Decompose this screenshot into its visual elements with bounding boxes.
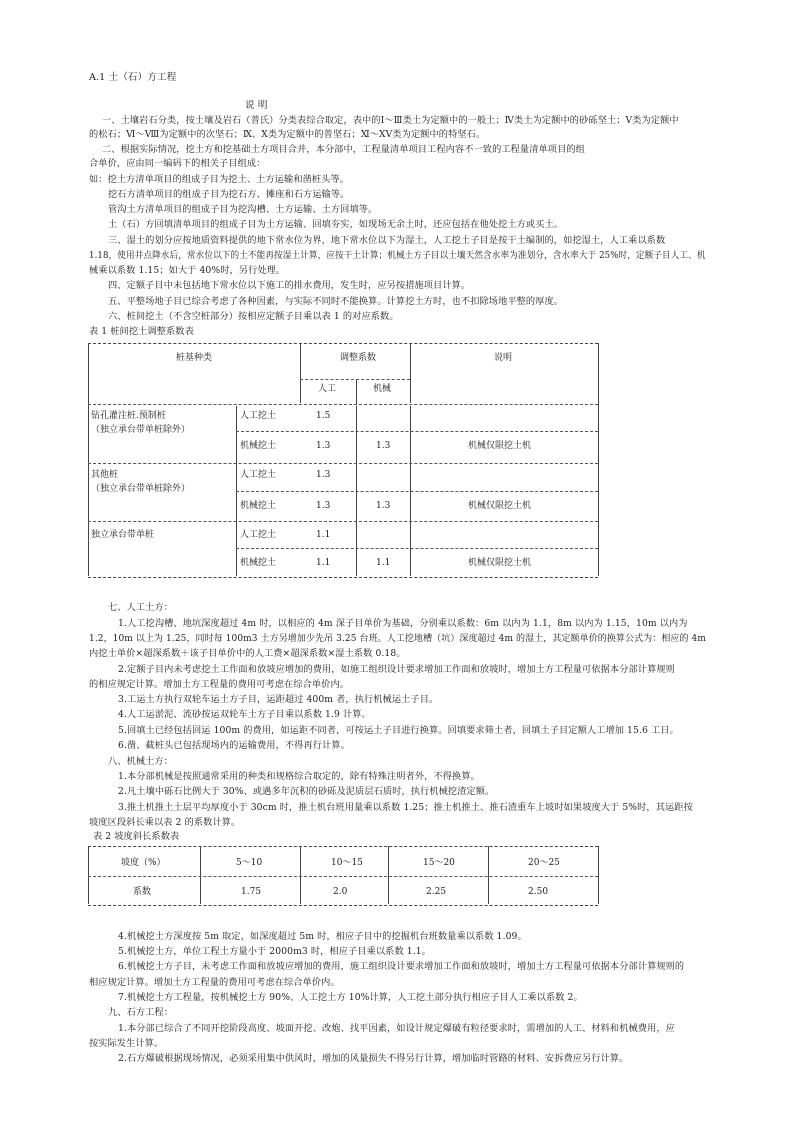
intro-line: 土（石）方回填清单项目的组成子目为土方运输、回填夯实，如现场无余土时，还应包括在他处挖土方或买土。: [108, 219, 564, 230]
table2-caption: 表 2 坡度斜长系数表: [93, 831, 180, 842]
method-cell: 人工挖土: [240, 530, 277, 540]
table1-divider: [300, 343, 301, 403]
method-cell: 机械挖土: [240, 558, 277, 568]
explain-title: 说 明: [245, 100, 268, 111]
coef-label: 系数: [133, 887, 152, 897]
section7-line: 5.回填土已经包括回运 100m 的费用，如运距不同者，可按运土子目进行换算。回填要求筛土者，回填土子目定额人工增加 15.6 工日。: [118, 725, 679, 736]
body-line: 7.机械挖土方工程量，按机械挖土方 90%、人工挖土方 10%计算，人工挖土部分执行相应子目人工乘以系数 2。: [118, 992, 583, 1003]
coef-value: 2.50: [528, 887, 549, 897]
intro-line: 六、桩间挖土（不含空桩部分）按相应定额子目乘以表 1 的对应系数。: [108, 311, 399, 322]
intro-line: 1.18，使用井点降水后，常水位以下的土不能再按湿土计算，应按干土计算；机械土方子目以土壤天然含水率为准划分，含水率大于 25%时，定额子目人工、机: [89, 250, 706, 261]
header-pile-type: 桩基种类: [176, 353, 213, 363]
section7-line: 3.推土机推土土层平均厚度小于 30cm 时，推土机台班用量乘以系数 1.25；推土机推土、推石渣重车上坡时如果坡度大于 5%时，其运距按: [118, 802, 693, 813]
section-heading: A.1 土（石）方工程: [89, 72, 177, 83]
table1-rule: [300, 379, 410, 380]
section7-line: 坡度区段斜长乘以表 2 的系数计算。: [89, 817, 241, 828]
section7-line: 1.人工挖沟槽、地坑深度超过 4m 时，以相应的 4m 深子目单价为基础，分别乘以系数：6m 以内为 1.1，8m 以内为 1.15，10m 以内为: [118, 618, 688, 629]
intro-line: 五、平整场地子目已综合考虑了各种因素，与实际不同时不能换算。计算挖土方时，也不扣除场地平整的厚度。: [108, 296, 564, 307]
intro-line: 管沟土方清单项目的组成子目为挖沟槽、土方运输、土方回填等。: [108, 204, 378, 215]
table1-rule: [236, 548, 598, 549]
pile-type-note: （独立承台带单桩除外）: [91, 425, 191, 435]
table1-rule: [236, 491, 598, 492]
intro-line: 三、湿土的划分应按地质资料提供的地下常水位为界，地下常水位以下为湿土，人工挖土子目是按干土编制的，如挖湿土，人工乘以系数: [108, 235, 666, 246]
note-cell: 机械仅限挖土机: [468, 501, 532, 511]
intro-line: 如：挖土方清单项目的组成子目为挖土、土方运输和凿桩头等。: [89, 174, 350, 185]
table1-border: [598, 343, 599, 576]
note-cell: 机械仅限挖土机: [468, 441, 532, 451]
body-line: 2.石方爆破根据现场情况，必须采用集中供风时，增加的风量损失不得另行计算，增加临时管路的材料、安拆费应另行计算。: [118, 1053, 629, 1064]
section7-line: 七、人工土方：: [108, 602, 174, 613]
intro-line: 二、根据实际情况，挖土方和挖基础土方项目合并，本分部中，工程量清单项目工程内容不一致的工程量清单项目的组: [102, 144, 585, 155]
machine-coef: 1.1: [376, 558, 391, 568]
intro-line: 合单价，应由同一编码下的相关子目组成：: [89, 158, 266, 169]
slope-range: 5～10: [236, 858, 263, 868]
table1-border: [88, 343, 89, 576]
pile-type-name: 独立承台带单桩: [91, 530, 155, 540]
labor-coef: 1.3: [316, 501, 331, 511]
pile-type-note: （独立承台带单桩除外）: [91, 484, 191, 494]
machine-coef: 1.3: [376, 441, 391, 451]
slope-range: 20～25: [528, 858, 560, 868]
intro-line: 械乘以系数 1.15；如大于 40%时，另行处理。: [89, 265, 286, 276]
labor-coef: 1.1: [316, 530, 331, 540]
labor-coef: 1.3: [316, 470, 331, 480]
note-cell: 机械仅限挖土机: [468, 558, 532, 568]
body-line: 4.机械挖土方深度按 5m 取定，如深度超过 5m 时，相应子目中的挖掘机台班数量乘以系数 1.09。: [118, 931, 527, 942]
intro-line: 的松石；Ⅵ～Ⅷ为定额中的次坚石；Ⅸ、Ⅹ类为定额中的普坚石；Ⅺ～ⅩⅤ类为定额中的特坚石。: [89, 129, 486, 140]
table1-rule: [236, 431, 598, 432]
table2-divider: [388, 846, 389, 904]
section7-line: 4.人工运淤泥、流砂按运双轮车土方子目乘以系数 1.9 计算。: [118, 709, 371, 720]
method-cell: 人工挖土: [240, 470, 277, 480]
intro-line: 四、定额子目中未包括地下常水位以下施工的排水费用，发生时，应另按措施项目计算。: [108, 280, 471, 291]
body-line: 按实际发生计算。: [89, 1038, 164, 1049]
slope-header: 坡度（%）: [121, 858, 166, 868]
body-line: 5.机械挖土方，单位工程土方量小于 2000m3 时，相应子目乘以系数 1.1。: [118, 946, 431, 957]
section7-line: 内挖土单价×超深系数＋该子目单价中的人工费×超深系数×湿土系数 0.18。: [89, 648, 406, 659]
slope-range: 15～20: [423, 858, 455, 868]
body-line: 6.机械挖土方子目，未考虑工作面和放坡应增加的费用，施工组织设计要求增加工作面和放坡时，增加土方工程量可依据本分部计算规则的: [118, 961, 685, 972]
body-line: 九、石方工程：: [108, 1007, 174, 1018]
header-coefficient: 调整系数: [340, 353, 377, 363]
section7-line: 3.工运土方执行双轮车运土方子目，运距超过 400m 者，执行机械运土子目。: [118, 694, 439, 705]
slope-range: 10～15: [331, 858, 363, 868]
table2-divider: [488, 846, 489, 904]
table1-rule: [88, 521, 598, 522]
header-machine: 机械: [373, 384, 392, 394]
coef-value: 2.25: [426, 887, 447, 897]
table1-divider: [356, 379, 357, 404]
section7-line: 1.本分部机械是按照通常采用的种类和规格综合取定的，除有特殊注明者外，不得换算。: [118, 771, 480, 782]
machine-coef: 1.3: [376, 501, 391, 511]
section7-line: 1.2，10m 以上为 1.25，同时每 100m3 土方另增加少先吊 3.25 台班。人工挖地槽（坑）深度超过 4m 的湿土，其定额单价的换算公式为：相应的 4m: [89, 633, 706, 644]
table2-divider: [300, 846, 301, 904]
body-line: 相应规定计算。增加土方工程量的费用可考虑在综合单价内。: [89, 977, 340, 988]
pile-type-name: 其他桩: [91, 470, 119, 480]
section7-line: 八、机械土方：: [108, 756, 174, 767]
section7-line: 2.定额子目内未考虑挖土工作面和放坡应增加的费用，如施工组织设计要求增加工作面和放坡时，增加土方工程量可依据本分部计算规则: [118, 664, 675, 675]
table1-rule: [88, 463, 598, 464]
table1-divider: [410, 343, 411, 403]
table1-caption: 表 1 桩间挖土调整系数表: [89, 326, 194, 337]
body-line: 1.本分部已综合了不同开挖阶段高度、坡面开挖、改炮、找平因素，如设计规定爆破有粒径要求时，需增加的人工、材料和机械费用，应: [118, 1023, 675, 1034]
table2-border: [88, 846, 89, 904]
intro-line: 一、土壤岩石分类，按土壤及岩石（普氏）分类表综合取定，表中的Ⅰ～Ⅲ类土为定额中的一般土；Ⅳ类土为定额中的砂砾坚土；Ⅴ类为定额中: [102, 115, 679, 126]
pile-excavation-table: [88, 343, 600, 578]
table2-divider: [200, 846, 201, 904]
method-cell: 机械挖土: [240, 501, 277, 511]
pile-type-name: 钻孔灌注桩.预制桩: [91, 411, 166, 421]
table2-border: [598, 846, 599, 904]
section7-line: 6.凿、截桩头已包括现场内的运输费用，不得再行计算。: [118, 740, 350, 751]
method-cell: 人工挖土: [240, 411, 277, 421]
labor-coef: 1.1: [316, 558, 331, 568]
header-note: 说明: [494, 353, 513, 363]
section7-line: 2.凡土壤中砾石比例大于 30%、或遇多年沉积的砂砾及泥质层石质时，执行机械挖渣定额。: [118, 786, 495, 797]
table2-rule: [88, 876, 598, 877]
intro-line: 挖石方清单项目的组成子目为挖石方、摊座和石方运输等。: [108, 189, 350, 200]
labor-coef: 1.5: [316, 411, 331, 421]
table1-rule: [88, 404, 598, 405]
section7-line: 的相应规定计算。增加土方工程量的费用可考虑在综合单价内。: [89, 679, 350, 690]
header-labor: 人工: [318, 384, 337, 394]
method-cell: 机械挖土: [240, 441, 277, 451]
slope-coefficient-table: [88, 846, 600, 906]
coef-value: 2.0: [333, 887, 348, 897]
labor-coef: 1.3: [316, 441, 331, 451]
coef-value: 1.75: [241, 887, 262, 897]
